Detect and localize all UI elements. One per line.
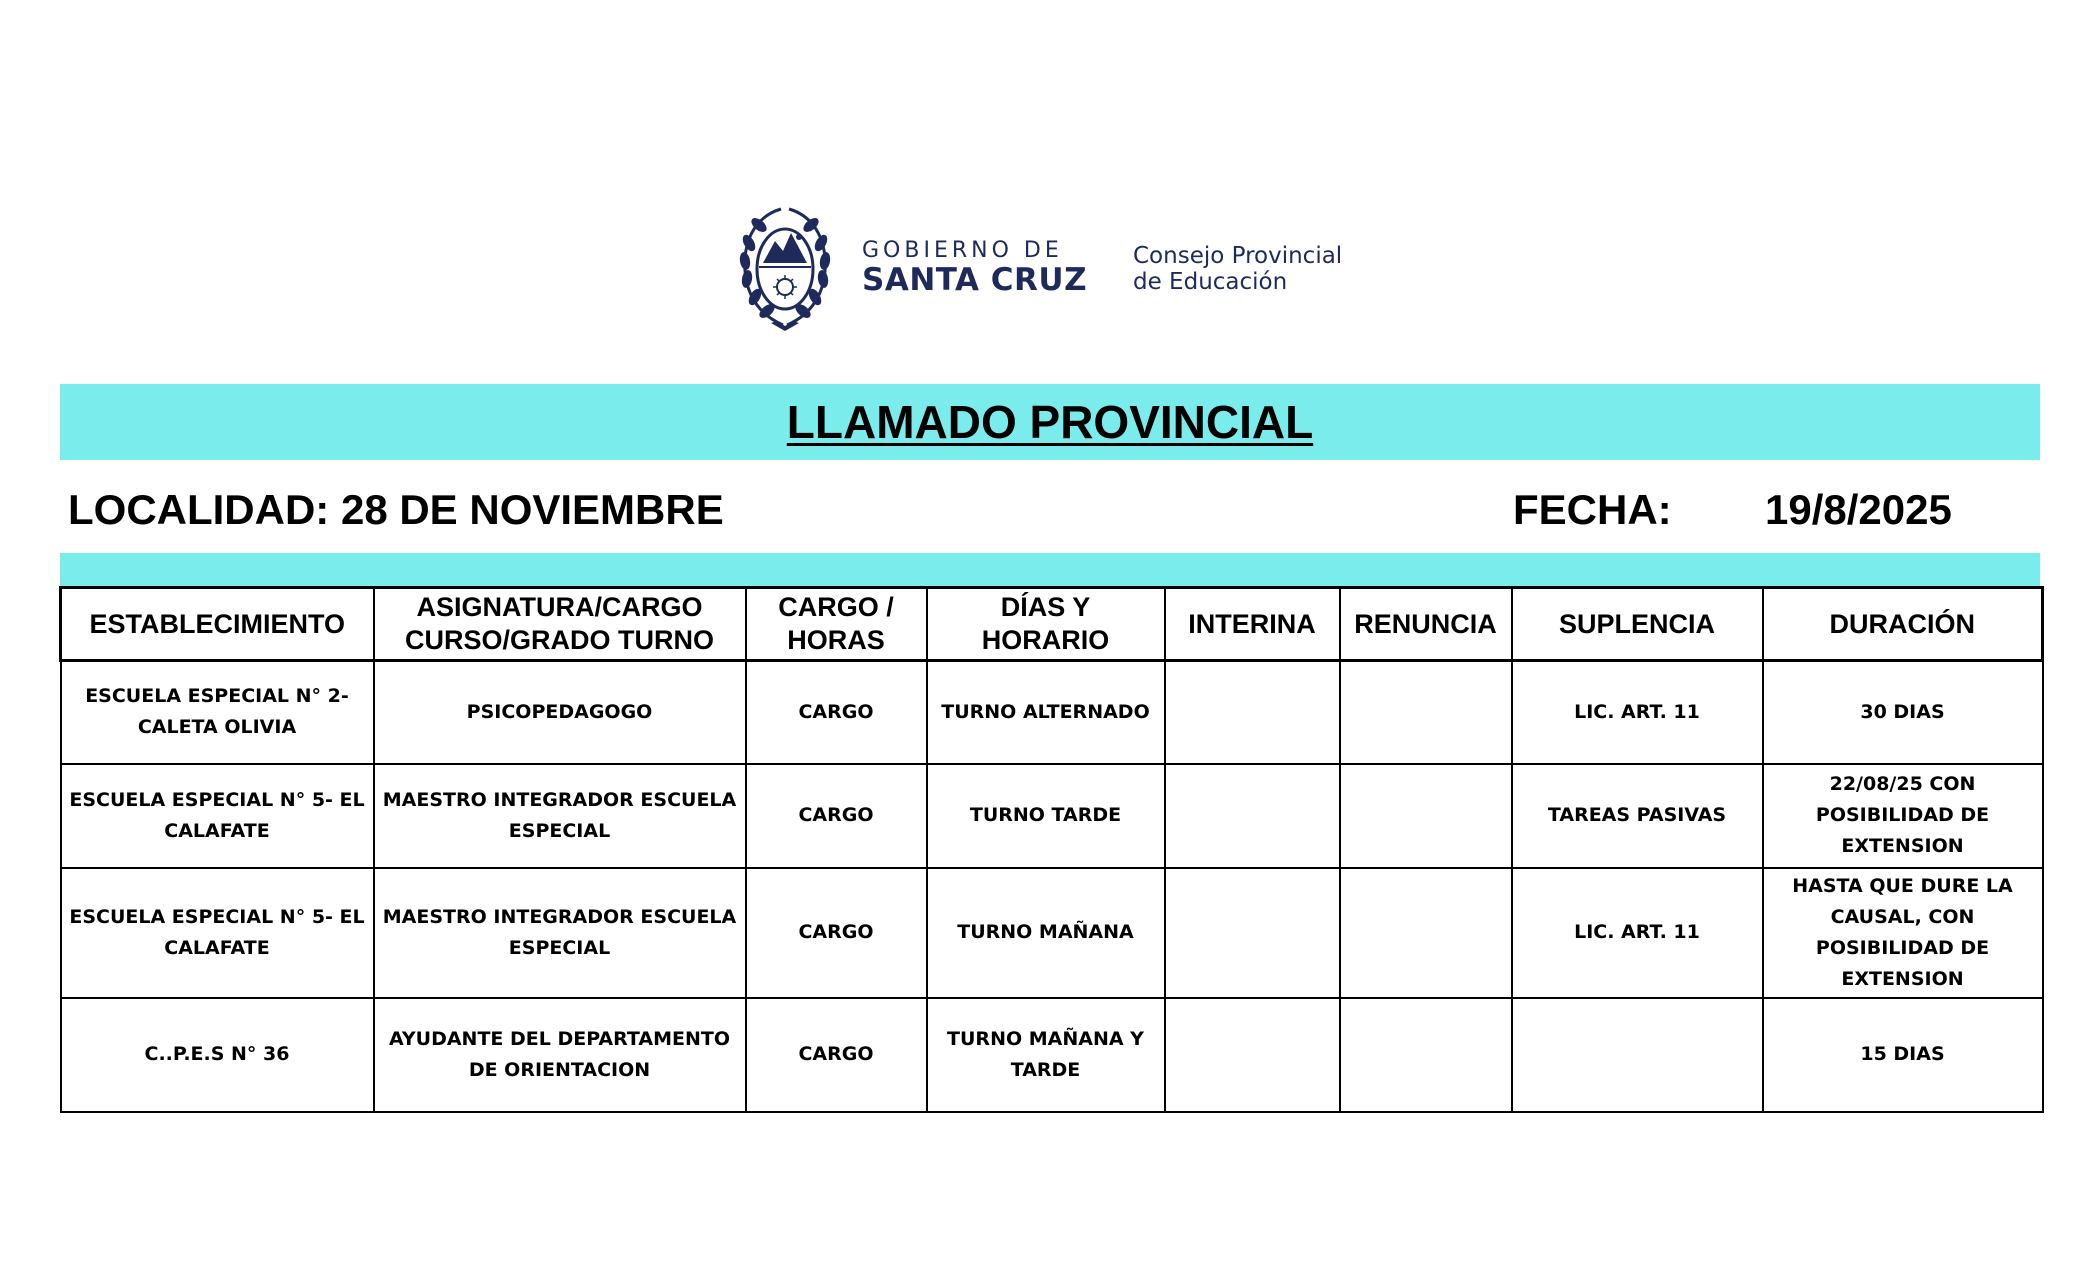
cell-establecimiento: ESCUELA ESPECIAL N° 2- CALETA OLIVIA — [61, 661, 374, 764]
cell-establecimiento: C..P.E.S N° 36 — [61, 998, 374, 1112]
cell-asignatura: PSICOPEDAGOGO — [374, 661, 746, 764]
coat-of-arms-icon — [735, 203, 835, 335]
cell-renuncia — [1340, 998, 1512, 1112]
table-row — [61, 661, 2043, 764]
page-title: LLAMADO PROVINCIAL — [786, 396, 1314, 448]
header-renuncia: RENUNCIA — [1340, 588, 1512, 661]
calls-table — [59, 586, 2044, 1113]
cell-interina — [1165, 868, 1340, 998]
cell-dias-horario: TURNO ALTERNADO — [927, 661, 1165, 764]
cell-suplencia: LIC. ART. 11 — [1512, 661, 1763, 764]
gov-line1: GOBIERNO DE — [862, 238, 1063, 263]
cell-cargo-horas: CARGO — [746, 868, 927, 998]
cell-renuncia — [1340, 868, 1512, 998]
cell-interina — [1165, 764, 1340, 868]
consejo-line2: de Educación — [1133, 269, 1288, 295]
gov-line2: SANTA CRUZ — [862, 262, 1088, 298]
cell-cargo-horas: CARGO — [746, 998, 927, 1112]
title-band — [60, 384, 2040, 460]
cell-suplencia: TAREAS PASIVAS — [1512, 764, 1763, 868]
cell-dias-horario: TURNO MAÑANA — [927, 868, 1165, 998]
cell-interina — [1165, 661, 1340, 764]
cell-duracion: 15 DIAS — [1763, 998, 2043, 1112]
cell-renuncia — [1340, 661, 1512, 764]
cell-asignatura: AYUDANTE DEL DEPARTAMENTO DE ORIENTACION — [374, 998, 746, 1112]
table-row — [61, 868, 2043, 998]
fecha-label: FECHA: — [1513, 486, 1672, 533]
localidad-label: LOCALIDAD: 28 DE NOVIEMBRE — [68, 486, 724, 533]
cell-duracion: 22/08/25 CON POSIBILIDAD DE EXTENSION — [1763, 764, 2043, 868]
header-logos — [735, 203, 1355, 335]
header-asignatura: ASIGNATURA/CARGO CURSO/GRADO TURNO — [374, 588, 746, 661]
cell-suplencia: LIC. ART. 11 — [1512, 868, 1763, 998]
cell-establecimiento: ESCUELA ESPECIAL N° 5- EL CALAFATE — [61, 868, 374, 998]
header-suplencia: SUPLENCIA — [1512, 588, 1763, 661]
cell-renuncia — [1340, 764, 1512, 868]
header-interina: INTERINA — [1165, 588, 1340, 661]
cell-dias-horario: TURNO TARDE — [927, 764, 1165, 868]
header-dias-horario: DÍAS Y HORARIO — [927, 588, 1165, 661]
cell-cargo-horas: CARGO — [746, 661, 927, 764]
government-wordmark — [862, 239, 1087, 297]
cell-establecimiento: ESCUELA ESPECIAL N° 5- EL CALAFATE — [61, 764, 374, 868]
cell-asignatura: MAESTRO INTEGRADOR ESCUELA ESPECIAL — [374, 868, 746, 998]
table-row — [61, 764, 2043, 868]
cell-suplencia — [1512, 998, 1763, 1112]
table-row — [61, 998, 2043, 1112]
cell-cargo-horas: CARGO — [746, 764, 927, 868]
consejo-wordmark — [1133, 243, 1342, 295]
cell-duracion: 30 DIAS — [1763, 661, 2043, 764]
consejo-line1: Consejo Provincial — [1133, 243, 1343, 269]
cell-asignatura: MAESTRO INTEGRADOR ESCUELA ESPECIAL — [374, 764, 746, 868]
cell-dias-horario: TURNO MAÑANA Y TARDE — [927, 998, 1165, 1112]
table-header-row — [61, 588, 2043, 661]
cell-duracion: HASTA QUE DURE LA CAUSAL, CON POSIBILIDAD DE EXTENSION — [1763, 868, 2043, 998]
fecha-value: 19/8/2025 — [1765, 486, 1952, 533]
separator-band — [60, 553, 2040, 586]
header-duracion: DURACIÓN — [1763, 588, 2043, 661]
cell-interina — [1165, 998, 1340, 1112]
header-cargo-horas: CARGO / HORAS — [746, 588, 927, 661]
header-establecimiento: ESTABLECIMIENTO — [61, 588, 374, 661]
